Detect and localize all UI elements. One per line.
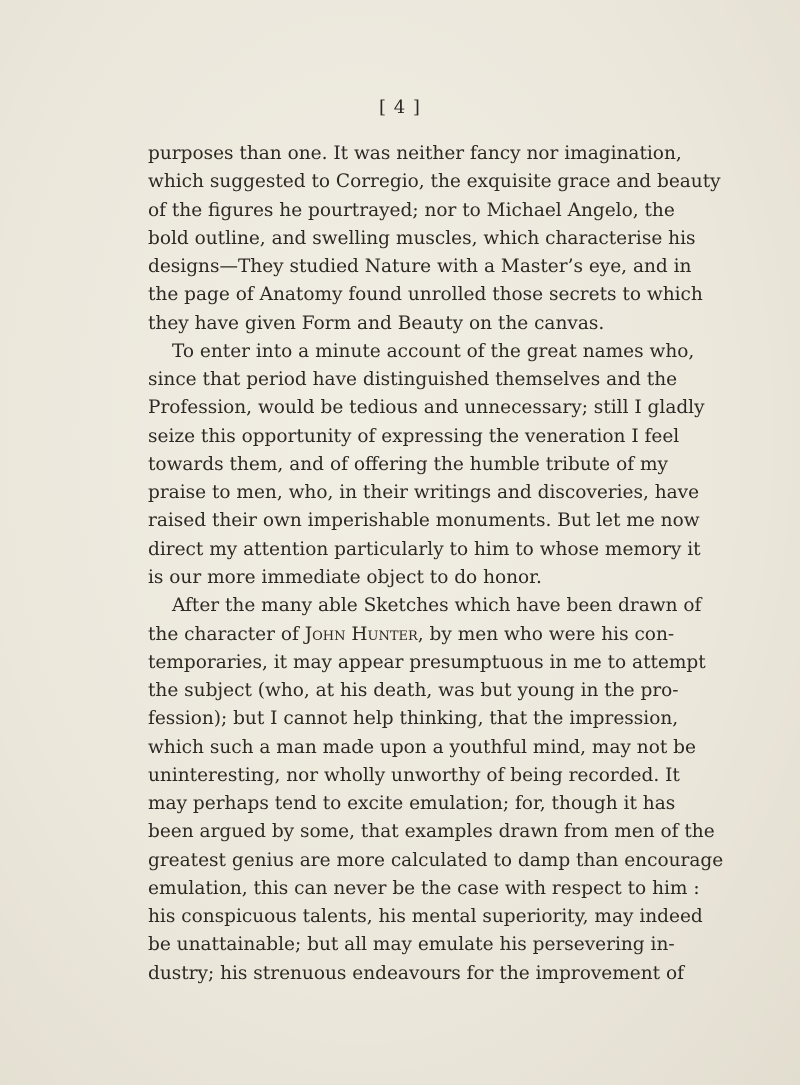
text-segment: the character of — [148, 623, 299, 645]
text-line: fession); but I cannot help thinking, that the impression, — [148, 708, 679, 730]
text-line: which suggested to Corregio, the exquisite grace and beauty — [148, 171, 721, 193]
paragraph-2 — [148, 338, 705, 592]
text-line: uninteresting, nor wholly unworthy of being recorded. It — [148, 764, 680, 786]
text-line: they have given Form and Beauty on the canvas. — [148, 312, 605, 334]
text-line: After the many able Sketches which have been drawn of — [172, 595, 702, 617]
text-line: been argued by some, that examples drawn from men of the — [148, 821, 715, 843]
text-line: dustry; his strenuous endeavours for the improvement of — [148, 962, 684, 984]
text-line: temporaries, it may appear presumptuous in me to attempt — [148, 651, 706, 673]
person-name: John Hunter — [304, 623, 418, 645]
text-line: which such a man made upon a youthful mind, may not be — [148, 736, 696, 758]
text-line: the page of Anatomy found unrolled those secrets to which — [148, 284, 703, 306]
text-line: seize this opportunity of expressing the veneration I feel — [148, 425, 680, 447]
text-line: praise to men, who, in their writings and discoveries, have — [148, 482, 700, 504]
text-line: designs—They studied Nature with a Master’s eye, and in — [148, 256, 692, 278]
text-line: direct my attention particularly to him to whose memory it — [148, 538, 701, 560]
text-line: since that period have distinguished themselves and the — [148, 369, 678, 391]
text-segment: , by men who were his con- — [417, 623, 675, 645]
text-line: towards them, and of offering the humble tribute of my — [148, 453, 668, 475]
text-line: bold outline, and swelling muscles, which characterise his — [148, 227, 696, 249]
paragraph-3 — [148, 592, 724, 988]
text-line: To enter into a minute account of the great names who, — [172, 340, 695, 362]
text-line: be unattainable; but all may emulate his persevering in- — [148, 934, 675, 956]
text-line: may perhaps tend to excite emulation; for, though it has — [148, 793, 676, 815]
text-line-with-name — [148, 621, 675, 649]
text-line: raised their own imperishable monuments. But let me now — [148, 510, 700, 532]
text-line: is our more immediate object to do honor. — [148, 566, 542, 588]
text-line: greatest genius are more calculated to damp than encourage — [148, 849, 724, 871]
paragraph-1 — [148, 140, 721, 338]
text-line: his conspicuous talents, his mental superiority, may indeed — [148, 906, 703, 928]
text-line: purposes than one. It was neither fancy nor imagination, — [148, 143, 682, 164]
text-line: Profession, would be tedious and unnecessary; still I gladly — [148, 397, 705, 419]
body-text — [148, 140, 724, 988]
text-line: the subject (who, at his death, was but young in the pro- — [148, 680, 679, 702]
text-line: emulation, this can never be the case with respect to him : — [148, 877, 700, 899]
page-number: [ 4 ] — [379, 97, 421, 118]
text-line: of the figures he pourtrayed; nor to Michael Angelo, the — [148, 199, 675, 221]
